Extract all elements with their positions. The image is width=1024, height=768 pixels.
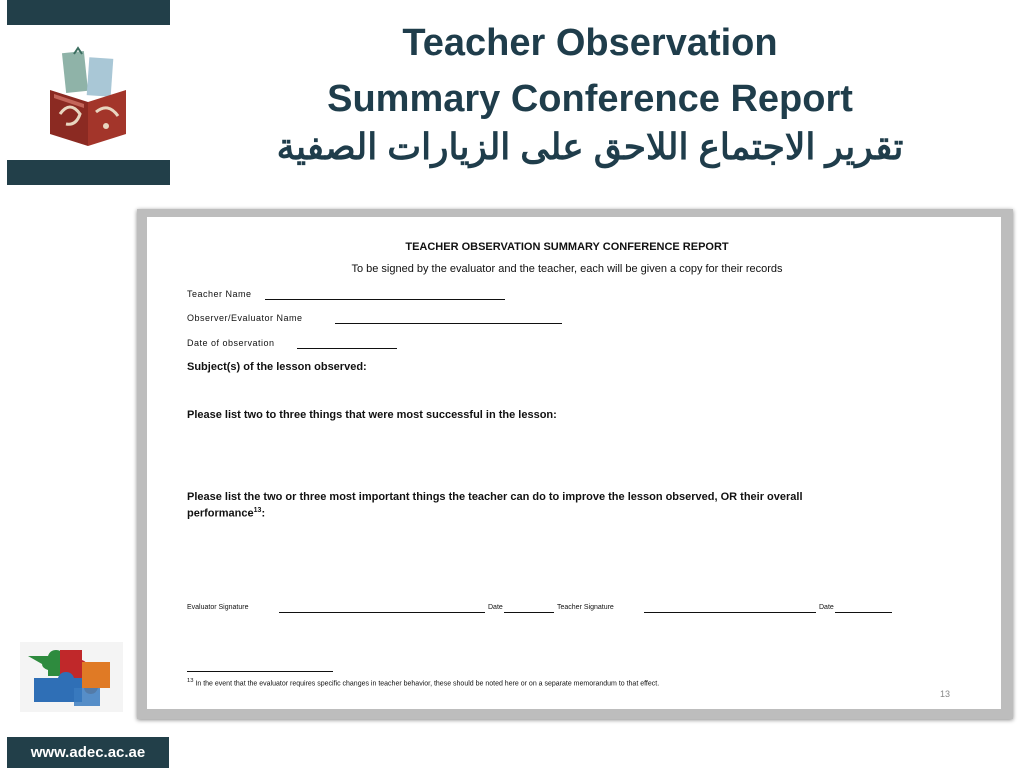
date-of-observation-line <box>297 348 397 349</box>
website-url[interactable]: www.adec.ac.ae <box>7 737 169 768</box>
question-success: Please list two to three things that were most successful in the lesson: <box>187 409 557 421</box>
adec-book-logo-icon <box>44 42 136 150</box>
report-heading: TEACHER OBSERVATION SUMMARY CONFERENCE REPORT <box>405 241 729 253</box>
header-band-top <box>7 0 170 25</box>
report-document <box>147 217 1001 709</box>
teacher-signature-line <box>644 612 816 613</box>
question-improve: Please list the two or three most important things the teacher can do to improve the lesson observed, OR their overall <box>187 491 803 503</box>
slide-title-arabic: تقرير الاجتماع اللاحق على الزيارات الصفية <box>276 126 904 167</box>
observer-name-line <box>335 323 562 324</box>
date-of-observation-label: Date of observation <box>187 338 275 348</box>
teacher-name-line <box>265 299 505 300</box>
footnote-text: In the event that the evaluator requires specific changes in teacher behavior, these should be noted here or on a separate memorandum to that effect. <box>195 680 660 688</box>
subjects-label: Subject(s) of the lesson observed: <box>187 361 367 373</box>
footnote-reference: 13 <box>253 507 262 514</box>
evaluator-signature-label: Evaluator Signature <box>187 604 249 611</box>
slide-title-line2: Summary Conference Report <box>327 78 853 120</box>
evaluator-date-line <box>504 612 554 613</box>
evaluator-signature-line <box>279 612 485 613</box>
document-frame <box>137 209 1013 719</box>
header-band-bottom <box>7 160 170 185</box>
question-improve-continued: performance$^{13}$: <box>187 507 266 520</box>
evaluator-date-label: Date <box>488 604 503 611</box>
teacher-date-label: Date <box>819 604 834 611</box>
footnote-separator <box>187 671 333 672</box>
footnote <box>187 678 659 687</box>
footnote-number: 13 <box>187 678 194 684</box>
teacher-signature-label: Teacher Signature <box>557 604 614 611</box>
puzzle-pieces-icon <box>20 642 123 712</box>
teacher-date-line <box>835 612 892 613</box>
teacher-name-label: Teacher Name <box>187 289 252 299</box>
slide-title-line1: Teacher Observation <box>402 22 778 64</box>
observer-name-label: Observer/Evaluator Name <box>187 313 303 323</box>
report-subheading: To be signed by the evaluator and the teacher, each will be given a copy for their records <box>351 263 783 275</box>
page-number: 13 <box>940 689 951 699</box>
